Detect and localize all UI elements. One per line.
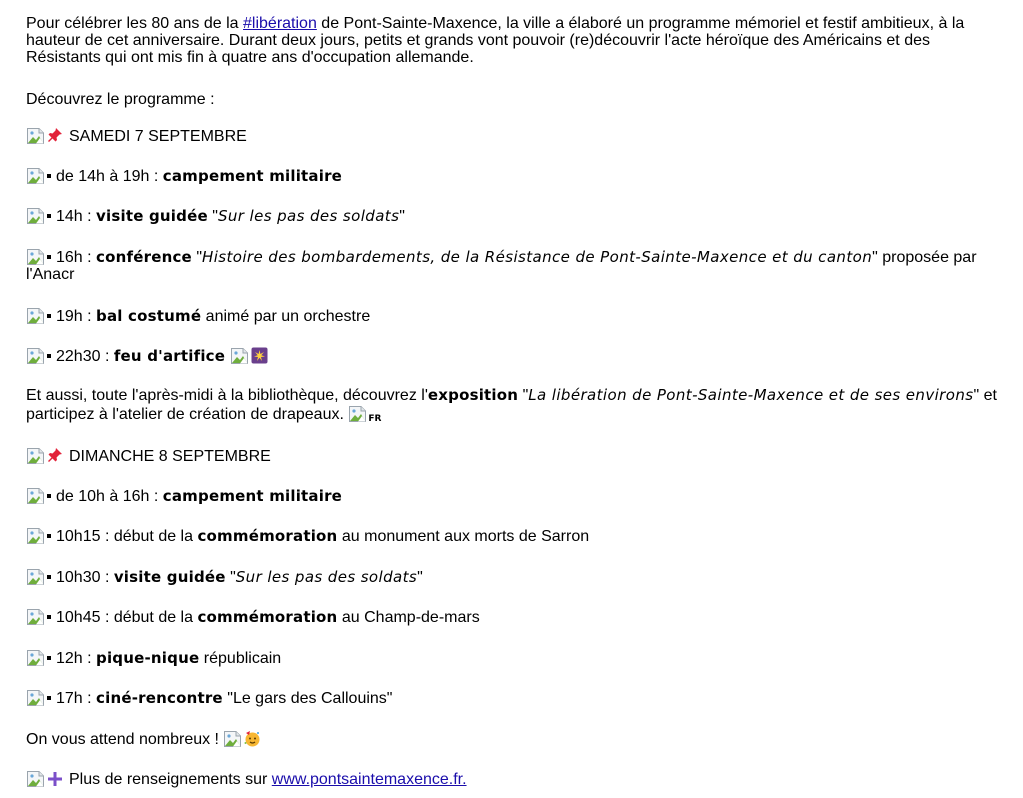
intro-text-end: de Pont-Sainte-Maxence, la ville a élaboré un programme mémoriel et festif ambitieux, à la hauteur de cet anniversaire. Durant deux jours, petits et grands vont pouvoir (re)découvrir l'acte héroïque des Américains et des Résistants qui ont mis fin à quatre ans d'occupation allemande. (26, 15, 965, 66)
quote-open: " (518, 387, 529, 404)
bullet-icon (47, 575, 51, 579)
closing-line (26, 729, 1001, 749)
item-time: de 14h à 19h : (56, 168, 163, 185)
item-time: de 10h à 16h : (56, 488, 163, 505)
saturday-heading-line (26, 126, 1001, 146)
item-title: La libération de Pont-Sainte-Maxence et de ses environs (528, 386, 974, 404)
broken-image-icon (26, 206, 45, 225)
broken-image-icon (26, 567, 45, 586)
item-highlight: commémoration (197, 608, 338, 626)
flag-alt-text: FR (368, 414, 382, 424)
list-item (26, 567, 1001, 587)
pushpin-icon (47, 127, 63, 143)
broken-image-icon (26, 346, 45, 365)
broken-image-icon (26, 306, 45, 325)
exhibition-text-end: " et participez à l'atelier de création de drapeaux. (26, 387, 997, 423)
more-info-text: Plus de renseignements sur (69, 771, 272, 788)
item-time: 14h : (56, 208, 97, 225)
item-detail: au Champ-de-mars (337, 609, 480, 626)
quote-close: " (417, 569, 423, 586)
broken-image-icon (26, 486, 45, 505)
bullet-icon (47, 314, 51, 318)
website-link[interactable]: www.pontsaintemaxence.fr. (271, 771, 467, 788)
broken-image-icon (26, 526, 45, 545)
item-detail: républicain (199, 650, 282, 667)
item-detail: proposée par l'Anacr (26, 249, 977, 283)
quote-close: " (399, 208, 405, 225)
intro-text-start: Pour célébrer les 80 ans de la (26, 15, 244, 32)
bullet-icon (47, 696, 51, 700)
list-item (26, 648, 1001, 668)
item-highlight: pique-nique (96, 649, 200, 667)
item-time: 16h : (56, 249, 97, 266)
item-highlight: campement militaire (162, 487, 343, 505)
item-highlight: bal costumé (96, 307, 202, 325)
list-item (26, 607, 1001, 627)
pushpin-icon (47, 447, 63, 463)
item-title: Histoire des bombardements, de la Résistance de Pont-Sainte-Maxence et du canton (202, 248, 873, 266)
list-item (26, 346, 1001, 366)
broken-image-icon (26, 769, 45, 788)
quote-open: " (207, 208, 218, 225)
party-face-icon (244, 730, 261, 747)
item-detail: au monument aux morts de Sarron (337, 528, 590, 545)
item-time: 17h : (56, 690, 97, 707)
bullet-icon (47, 656, 51, 660)
item-highlight: campement militaire (162, 167, 343, 185)
list-item (26, 486, 1001, 506)
item-time: 10h30 : (56, 569, 114, 586)
list-item (26, 306, 1001, 326)
intro-paragraph (26, 15, 1001, 66)
item-highlight: exposition (427, 386, 519, 404)
item-highlight: visite guidée (96, 207, 208, 225)
broken-image-icon (230, 346, 249, 365)
item-highlight: conférence (96, 248, 192, 266)
item-time: 22h30 : (56, 348, 114, 365)
broken-image-icon (26, 446, 45, 465)
saturday-heading: SAMEDI 7 SEPTEMBRE (69, 128, 247, 145)
plus-icon (47, 771, 63, 787)
list-item (26, 206, 1001, 226)
broken-image-icon (223, 729, 242, 748)
item-title: Sur les pas des soldats (235, 568, 418, 586)
quote-close: " (872, 249, 878, 266)
exhibition-paragraph (26, 387, 1001, 428)
item-title: Sur les pas des soldats (217, 207, 400, 225)
bullet-icon (47, 494, 51, 498)
item-highlight: feu d'artifice (113, 347, 226, 365)
item-detail: animé par un orchestre (201, 308, 371, 325)
list-item (26, 688, 1001, 708)
item-time: 10h45 : début de la (56, 609, 198, 626)
bullet-icon (47, 255, 51, 259)
broken-image-icon (26, 247, 45, 266)
item-highlight: ciné-rencontre (96, 689, 223, 707)
broken-image-icon (26, 166, 45, 185)
item-highlight: visite guidée (113, 568, 226, 586)
more-info-line (26, 769, 1001, 789)
item-detail: "Le gars des Callouins" (222, 690, 393, 707)
bullet-icon (47, 615, 51, 619)
fireworks-icon (251, 347, 268, 364)
broken-image-icon (26, 126, 45, 145)
bullet-icon (47, 354, 51, 358)
broken-image-icon (26, 607, 45, 626)
liberation-hashtag-link[interactable]: #libération (243, 15, 317, 32)
bullet-icon (47, 214, 51, 218)
exhibition-text-start: Et aussi, toute l'après-midi à la bibliothèque, découvrez l' (26, 387, 428, 404)
bullet-icon (47, 174, 51, 178)
quote-open: " (191, 249, 203, 266)
broken-image-icon (26, 688, 45, 707)
item-time: 10h15 : début de la (56, 528, 198, 545)
programme-label: Découvrez le programme : (26, 91, 215, 108)
quote-open: " (225, 569, 236, 586)
bullet-icon (47, 534, 51, 538)
item-time: 12h : (56, 650, 97, 667)
list-item (26, 526, 1001, 546)
list-item (26, 166, 1001, 186)
broken-image-icon (26, 648, 45, 667)
sunday-heading: DIMANCHE 8 SEPTEMBRE (69, 448, 271, 465)
list-item (26, 247, 1001, 283)
item-highlight: commémoration (197, 527, 338, 545)
broken-image-icon (348, 404, 367, 423)
sunday-heading-line (26, 446, 1001, 466)
item-time: 19h : (56, 308, 97, 325)
closing-text: On vous attend nombreux ! (26, 731, 224, 748)
